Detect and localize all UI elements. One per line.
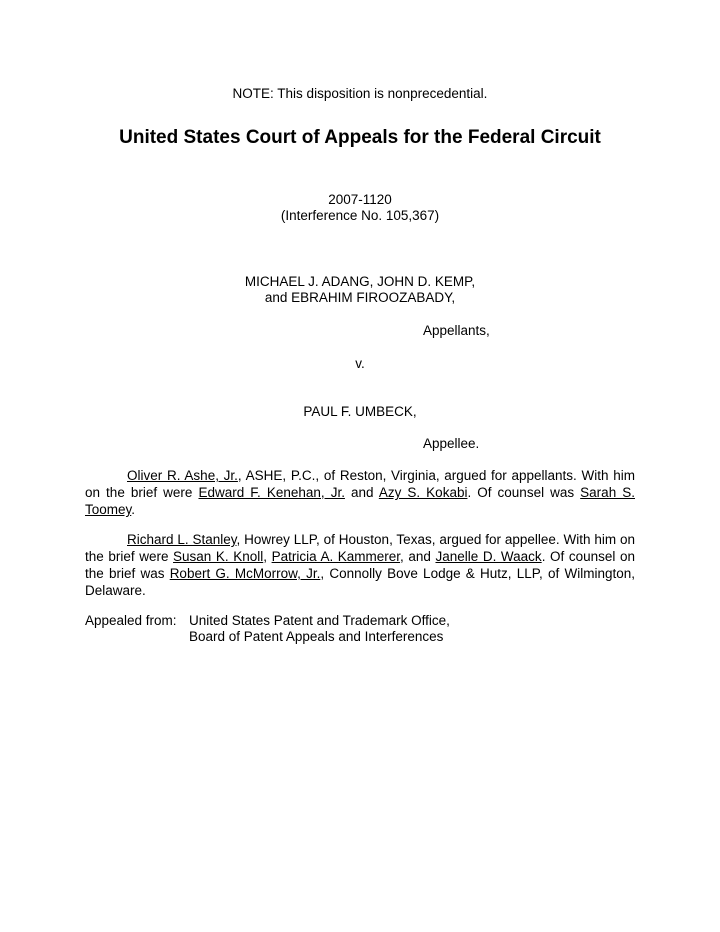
counsel-text: .	[131, 502, 136, 517]
counsel-text: . Of counsel on the brief was	[85, 549, 635, 581]
interference-number: (Interference No. 105,367)	[280, 208, 440, 223]
counsel-appellee-paragraph	[85, 531, 635, 599]
attorney-sarah-toomey: Sarah S. Toomey	[85, 485, 635, 517]
attorney-richard-stanley: Richard L. Stanley	[127, 532, 237, 547]
counsel-text: . Of counsel was	[467, 485, 581, 500]
counsel-text: , ASHE, P.C., of Reston, Virginia, argued for appellants. With him on the brief were	[85, 468, 635, 500]
counsel-text: ,	[263, 549, 272, 564]
counsel-text: , Connolly Bove Lodge & Hutz, LLP, of Wilmington, Delaware.	[85, 566, 635, 598]
attorney-robert-mcmorrow: Robert G. McMorrow, Jr.	[169, 566, 321, 581]
appellants-role: Appellants,	[423, 323, 490, 338]
attorney-edward-kenehan: Edward F. Kenehan, Jr.	[198, 485, 345, 500]
appealed-from-agency: United States Patent and Trademark Office,	[189, 613, 450, 628]
nonprecedential-note: NOTE: This disposition is nonprecedential.	[232, 86, 488, 101]
appellants-names-line2: and EBRAHIM FIROOZABADY,	[264, 290, 456, 305]
attorney-azy-kokabi: Azy S. Kokabi	[378, 485, 468, 500]
counsel-appellants-paragraph	[85, 467, 635, 518]
appellee-name: PAUL F. UMBECK,	[303, 404, 417, 419]
appealed-from-label: Appealed from:	[85, 613, 177, 628]
attorney-oliver-ashe: Oliver R. Ashe, Jr.	[127, 468, 238, 483]
counsel-text: and	[344, 485, 379, 500]
court-title: United States Court of Appeals for the Federal Circuit	[119, 127, 601, 148]
counsel-text: , Howrey LLP, of Houston, Texas, argued for appellee. With him on the brief were	[85, 532, 635, 564]
attorney-janelle-waack: Janelle D. Waack	[435, 549, 542, 564]
appellants-names-line1: MICHAEL J. ADANG, JOHN D. KEMP,	[244, 274, 476, 289]
counsel-text: , and	[400, 549, 436, 564]
appealed-from-board: Board of Patent Appeals and Interferences	[189, 629, 444, 644]
attorney-susan-knoll: Susan K. Knoll	[173, 549, 264, 564]
appellee-role: Appellee.	[423, 436, 480, 451]
attorney-patricia-kammerer: Patricia A. Kammerer	[271, 549, 401, 564]
versus: v.	[355, 356, 365, 371]
case-number: 2007-1120	[328, 192, 392, 207]
